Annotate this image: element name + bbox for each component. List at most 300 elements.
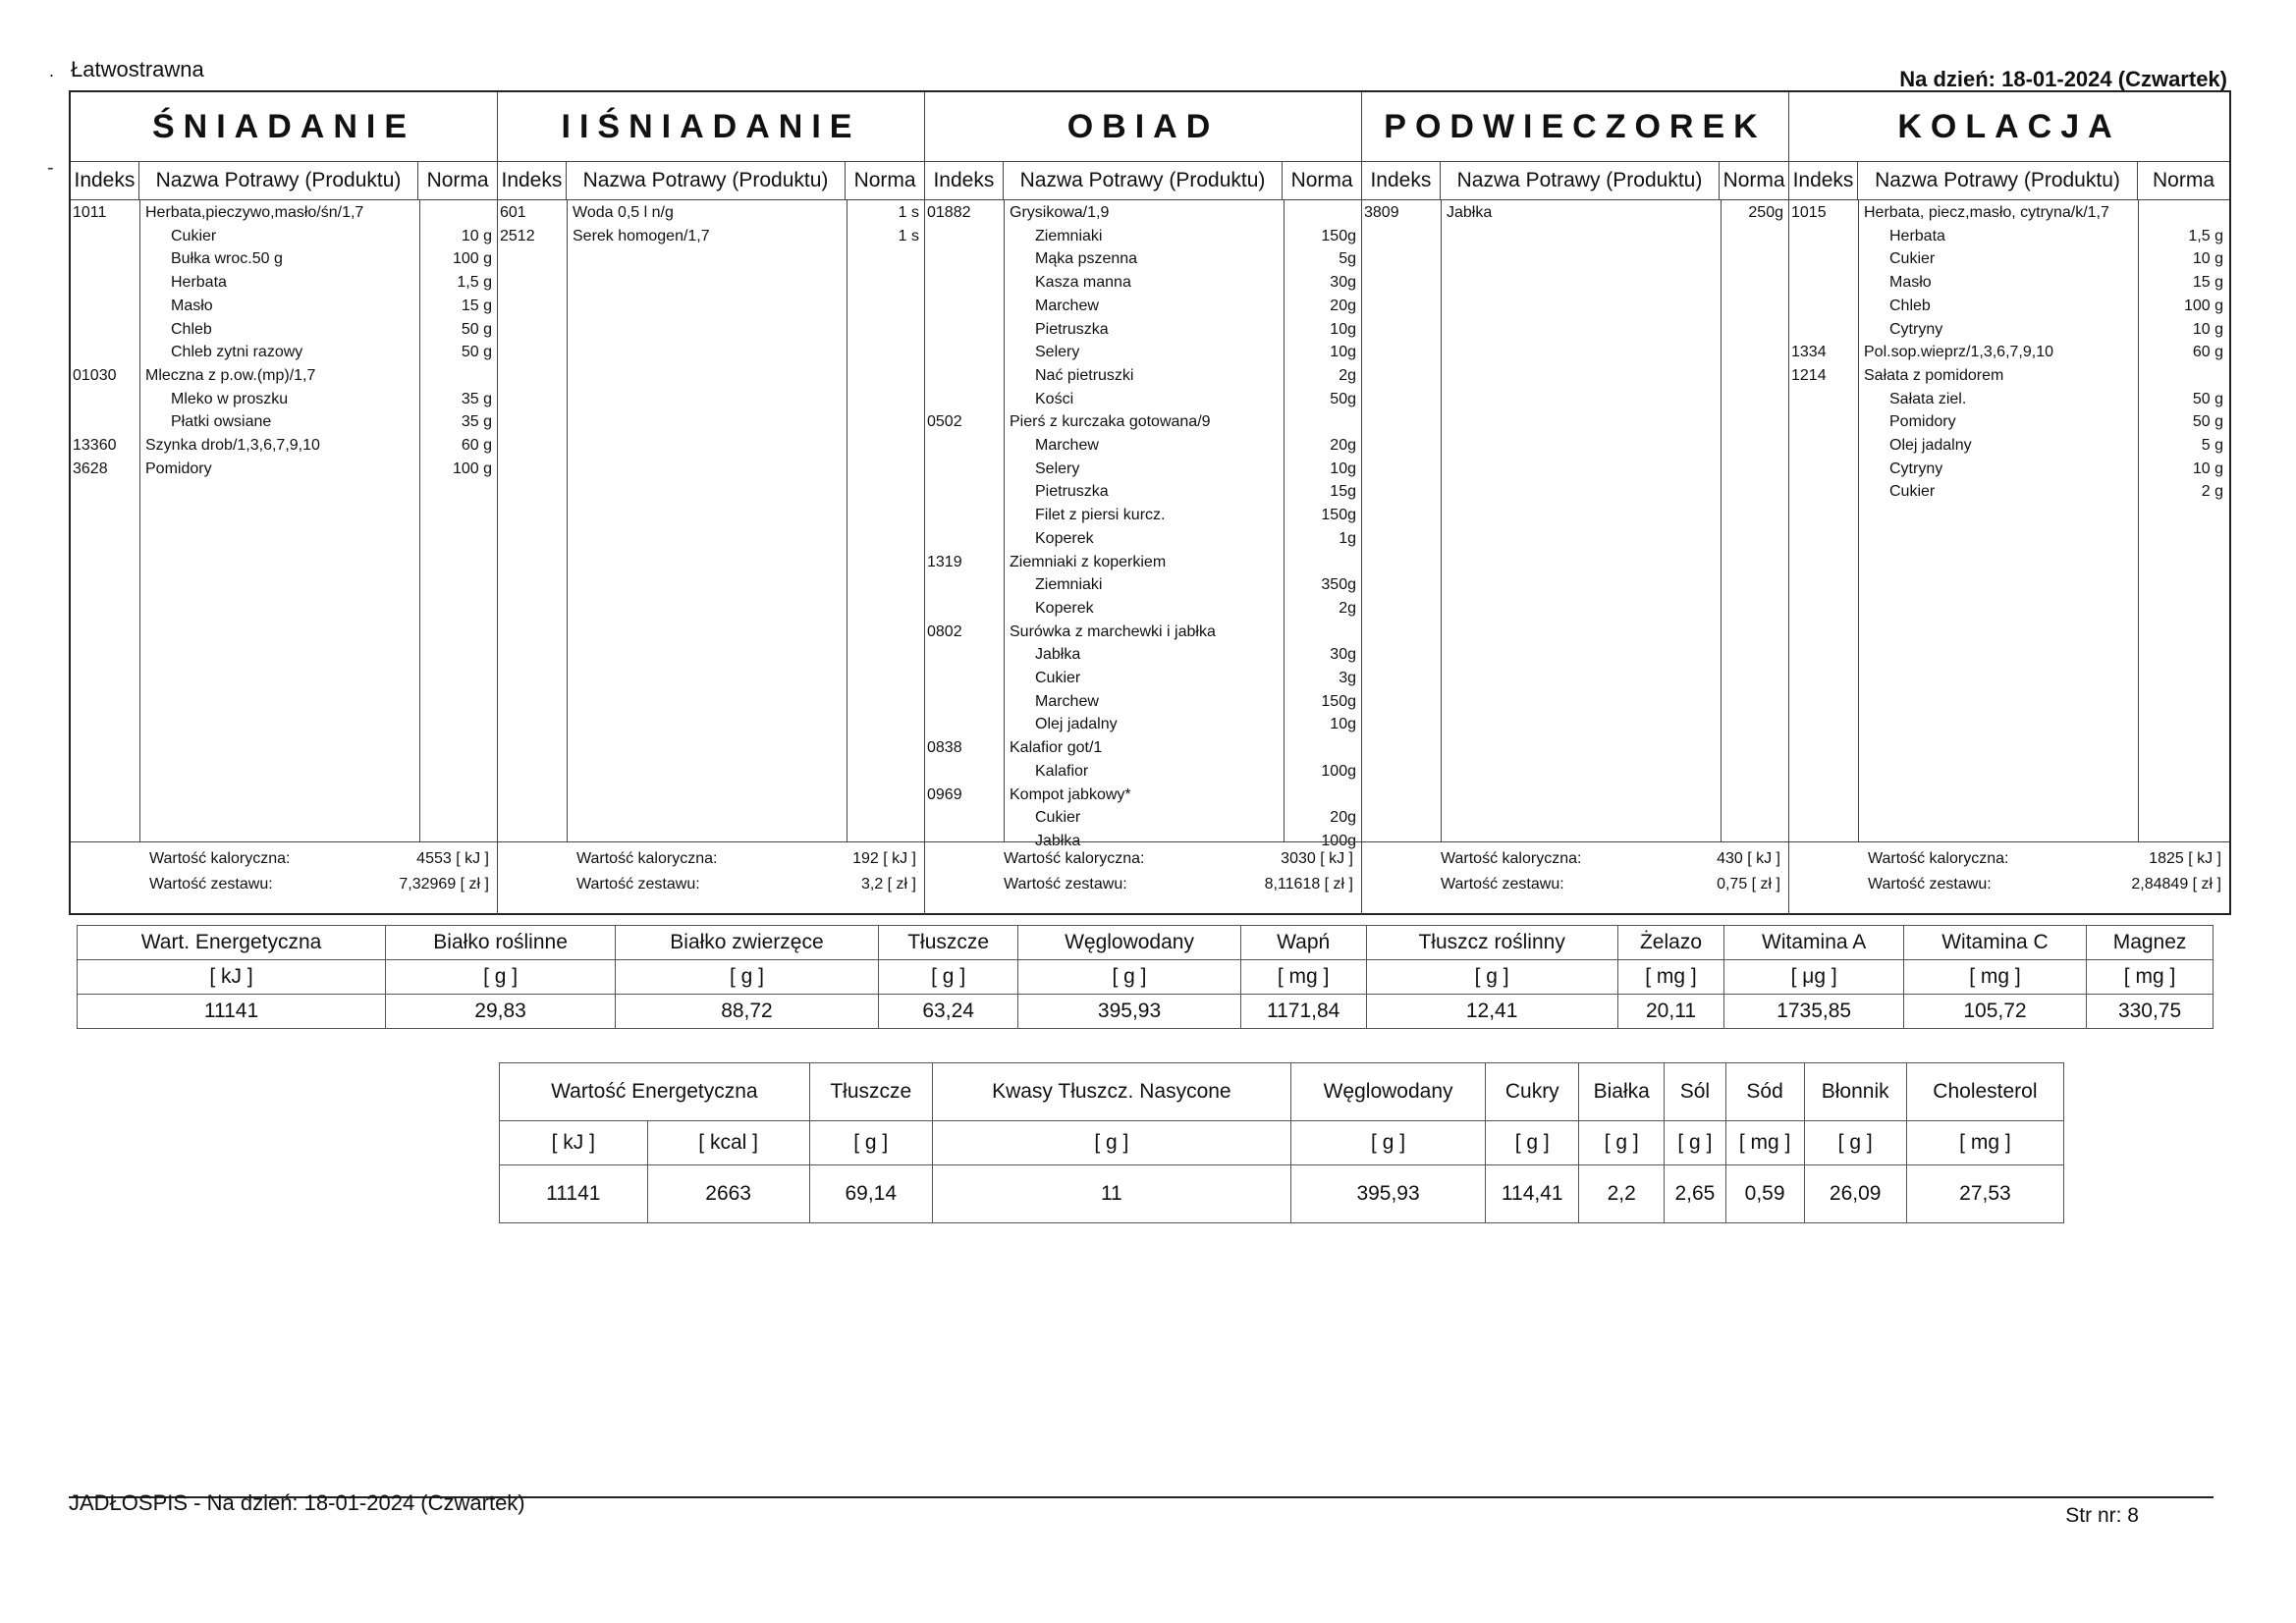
item-name: Nać pietruszki xyxy=(1035,366,1134,384)
meal-items xyxy=(1789,200,2229,842)
nutrient-unit: [ mg ] xyxy=(1617,960,1724,995)
item-index: 01882 xyxy=(927,204,971,221)
ingredient-row xyxy=(925,507,1361,530)
ingredient-row xyxy=(71,344,497,367)
ingredient-row xyxy=(1789,250,2229,274)
item-norm: 2g xyxy=(1339,599,1356,617)
item-name: Selery xyxy=(1035,344,1080,361)
nutrient-value: 1171,84 xyxy=(1240,995,1366,1029)
dish-row xyxy=(1789,204,2229,228)
calorific-value: 3030 [ kJ ] xyxy=(1281,850,1353,867)
ingredient-row xyxy=(1789,228,2229,251)
meal-column-3 xyxy=(1362,92,1789,915)
item-name: Chleb zytni razowy xyxy=(171,344,303,361)
item-name: Chleb xyxy=(1889,297,1931,314)
nutrient-value-row xyxy=(78,995,2214,1029)
ingredient-row xyxy=(925,576,1361,600)
item-name: Chleb xyxy=(171,320,212,338)
item-name: Bułka wroc.50 g xyxy=(171,250,283,268)
item-name: Cukier xyxy=(1889,250,1936,268)
ingredient-row xyxy=(925,391,1361,414)
nutrient-header: Węglowodany xyxy=(1018,926,1240,960)
cost-value: 8,11618 [ zł ] xyxy=(1264,876,1353,893)
dish-row xyxy=(71,204,497,228)
nutrient-value: 29,83 xyxy=(386,995,616,1029)
item-name: Koperek xyxy=(1035,599,1094,617)
meal-items xyxy=(1362,200,1788,842)
nutrient-header-row xyxy=(500,1063,2064,1121)
item-norm: 100g xyxy=(1321,832,1356,849)
ingredient-row xyxy=(71,298,497,321)
item-norm: 100g xyxy=(1321,762,1356,780)
nutrition-label-table xyxy=(499,1062,2064,1223)
meal-title: PODWIECZOREK xyxy=(1362,92,1788,162)
ingredient-row xyxy=(1789,274,2229,298)
nutrient-header: Tłuszcze xyxy=(809,1063,932,1121)
calorific-value: 430 [ kJ ] xyxy=(1717,850,1780,867)
item-name: Marchew xyxy=(1035,297,1099,314)
nutrient-unit-row xyxy=(500,1121,2064,1165)
ingredient-row xyxy=(925,646,1361,670)
item-name: Ziemniaki xyxy=(1035,227,1103,244)
meal-summary xyxy=(1362,841,1788,915)
item-norm: 2 g xyxy=(2201,483,2223,501)
item-norm: 150g xyxy=(1321,227,1356,244)
meal-title: OBIAD xyxy=(925,92,1361,162)
item-name: Cukier xyxy=(1035,809,1081,827)
ingredient-row xyxy=(71,250,497,274)
nutrient-header: Witamina A xyxy=(1724,926,1903,960)
column-header-idx: Indeks xyxy=(1789,162,1858,199)
nutrient-unit: [ g ] xyxy=(616,960,879,995)
ingredient-row xyxy=(71,274,497,298)
item-name: Herbata xyxy=(171,274,227,292)
meal-summary xyxy=(1789,841,2229,915)
nutrient-header: Sól xyxy=(1665,1063,1726,1121)
item-index: 0838 xyxy=(927,739,962,757)
footer-title: JADŁOSPIS - Na dzień: 18-01-2024 (Czwartek) xyxy=(69,1490,525,1515)
nutrient-value: 395,93 xyxy=(1290,1165,1485,1223)
column-header-norm: Norma xyxy=(426,169,489,191)
ingredient-row xyxy=(1789,391,2229,414)
item-name: Marchew xyxy=(1035,692,1099,710)
item-name: Selery xyxy=(1035,460,1080,477)
nutrient-unit-row xyxy=(78,960,2214,995)
dish-row xyxy=(71,460,497,484)
column-divider xyxy=(1721,200,1722,842)
nutrient-unit: [ g ] xyxy=(1486,1121,1579,1165)
item-norm: 100 g xyxy=(2183,297,2223,314)
cost-label: Wartość zestawu: xyxy=(1441,876,1564,893)
column-headers xyxy=(925,162,1361,200)
item-norm: 60 g xyxy=(2192,344,2223,361)
meal-column-0 xyxy=(71,92,498,915)
cost-label: Wartość zestawu: xyxy=(1004,876,1127,893)
item-norm: 100 g xyxy=(452,460,492,477)
item-norm: 50 g xyxy=(2192,413,2223,431)
item-name: Pol.sop.wieprz/1,3,6,7,9,10 xyxy=(1864,344,2054,361)
nutrient-header: Białko zwierzęce xyxy=(616,926,879,960)
nutrient-unit: [ g ] xyxy=(1665,1121,1726,1165)
nutrient-value: 12,41 xyxy=(1366,995,1617,1029)
ingredient-row xyxy=(71,413,497,437)
item-norm: 1g xyxy=(1339,529,1356,547)
nutrient-unit: [ g ] xyxy=(1366,960,1617,995)
nutrient-header: Cukry xyxy=(1486,1063,1579,1121)
ingredient-row xyxy=(925,530,1361,554)
page-number: Str nr: 8 xyxy=(2065,1504,2139,1527)
item-name: Jabłka xyxy=(1447,204,1493,221)
ingredient-row xyxy=(925,298,1361,321)
nutrient-value: 11141 xyxy=(500,1165,648,1223)
cost-label: Wartość zestawu: xyxy=(1868,876,1992,893)
nutrient-header: Żelazo xyxy=(1617,926,1724,960)
item-index: 1319 xyxy=(927,553,962,570)
ingredient-row xyxy=(925,716,1361,739)
item-norm: 100 g xyxy=(452,250,492,268)
nutrient-unit: [ g ] xyxy=(1804,1121,1906,1165)
item-name: Filet z piersi kurcz. xyxy=(1035,507,1166,524)
dish-row xyxy=(71,437,497,460)
cost-label: Wartość zestawu: xyxy=(149,876,273,893)
nutrient-header: Kwasy Tłuszcz. Nasycone xyxy=(932,1063,1290,1121)
nutrient-value: 105,72 xyxy=(1903,995,2086,1029)
column-header-idx: Indeks xyxy=(925,162,1004,199)
item-index: 0969 xyxy=(927,785,962,803)
ingredient-row xyxy=(1789,298,2229,321)
item-norm: 10g xyxy=(1330,716,1356,733)
nutrient-header: Błonnik xyxy=(1804,1063,1906,1121)
ingredient-row xyxy=(925,670,1361,693)
ingredient-row xyxy=(925,809,1361,833)
nutrient-header: Cholesterol xyxy=(1906,1063,2063,1121)
ingredient-row xyxy=(925,437,1361,460)
nutrient-unit: [ μg ] xyxy=(1724,960,1903,995)
item-norm: 2g xyxy=(1339,366,1356,384)
cost-label: Wartość zestawu: xyxy=(576,876,700,893)
column-headers xyxy=(498,162,924,200)
ingredient-row xyxy=(1789,437,2229,460)
dish-row xyxy=(925,786,1361,810)
nutrient-header: Tłuszcze xyxy=(878,926,1018,960)
date-header: Na dzień: 18-01-2024 (Czwartek) xyxy=(1899,67,2227,91)
meal-title: IIŚNIADANIE xyxy=(498,92,924,162)
meal-plan-table xyxy=(69,90,2231,915)
item-name: Kalafior got/1 xyxy=(1010,739,1103,757)
calorific-value: 192 [ kJ ] xyxy=(852,850,916,867)
dish-row xyxy=(498,204,924,228)
ingredient-row xyxy=(1789,321,2229,345)
column-header-name: Nazwa Potrawy (Produktu) xyxy=(1858,162,2138,199)
dish-row xyxy=(925,554,1361,577)
item-norm: 150g xyxy=(1321,507,1356,524)
nutrient-value: 11 xyxy=(932,1165,1290,1223)
item-name: Płatki owsiane xyxy=(171,413,272,431)
item-norm: 50 g xyxy=(2192,390,2223,407)
item-norm: 10 g xyxy=(2192,250,2223,268)
meal-column-1 xyxy=(498,92,925,915)
nutrient-header: Wartość Energetyczna xyxy=(500,1063,810,1121)
diet-name-text: Łatwostrawna xyxy=(71,57,204,81)
item-norm: 20g xyxy=(1330,297,1356,314)
item-norm: 1 s xyxy=(898,227,919,244)
nutrition-summary-table xyxy=(77,925,2214,1029)
item-index: 601 xyxy=(500,204,526,221)
item-name: Herbata, piecz,masło, cytryna/k/1,7 xyxy=(1864,204,2109,221)
item-name: Herbata,pieczywo,masło/śn/1,7 xyxy=(145,204,364,221)
item-name: Olej jadalny xyxy=(1889,437,1972,454)
item-index: 1334 xyxy=(1791,344,1827,361)
item-name: Cytryny xyxy=(1889,460,1943,477)
cost-value: 0,75 [ zł ] xyxy=(1717,876,1780,893)
column-header-norm: Norma xyxy=(2152,169,2214,191)
meal-summary xyxy=(498,841,924,915)
item-index: 1015 xyxy=(1791,204,1827,221)
ingredient-row xyxy=(1789,460,2229,484)
item-name: Olej jadalny xyxy=(1035,716,1118,733)
column-header-name: Nazwa Potrawy (Produktu) xyxy=(567,162,846,199)
column-headers xyxy=(1362,162,1788,200)
nutrient-unit: [ g ] xyxy=(932,1121,1290,1165)
item-name: Mąka pszenna xyxy=(1035,250,1138,268)
nutrient-unit: [ mg ] xyxy=(1240,960,1366,995)
item-name: Kompot jabkowy* xyxy=(1010,785,1131,803)
item-index: 1214 xyxy=(1791,366,1827,384)
nutrient-value: 2,65 xyxy=(1665,1165,1726,1223)
ingredient-row xyxy=(925,693,1361,717)
item-norm: 10 g xyxy=(2192,320,2223,338)
dish-row xyxy=(1362,204,1788,228)
margin-mark: - xyxy=(47,157,54,179)
dish-row xyxy=(1789,367,2229,391)
column-headers xyxy=(1789,162,2229,200)
item-name: Koperek xyxy=(1035,529,1094,547)
nutrient-value: 63,24 xyxy=(878,995,1018,1029)
item-index: 0502 xyxy=(927,413,962,431)
item-index: 3628 xyxy=(73,460,108,477)
calorific-label: Wartość kaloryczna: xyxy=(149,850,291,867)
meal-column-4 xyxy=(1789,92,2229,915)
item-index: 1011 xyxy=(73,204,107,221)
item-name: Ziemniaki xyxy=(1035,576,1103,594)
column-headers xyxy=(71,162,497,200)
meal-items xyxy=(498,200,924,842)
item-name: Masło xyxy=(1889,274,1932,292)
item-norm: 20g xyxy=(1330,437,1356,454)
item-norm: 50g xyxy=(1330,390,1356,407)
dish-row xyxy=(71,367,497,391)
nutrient-header: Białka xyxy=(1579,1063,1665,1121)
item-norm: 1,5 g xyxy=(2188,227,2223,244)
column-header-name: Nazwa Potrawy (Produktu) xyxy=(139,162,418,199)
nutrient-header: Wapń xyxy=(1240,926,1366,960)
column-header-idx: Indeks xyxy=(71,162,139,199)
calorific-label: Wartość kaloryczna: xyxy=(1441,850,1582,867)
item-norm: 350g xyxy=(1321,576,1356,594)
item-norm: 150g xyxy=(1321,692,1356,710)
ingredient-row xyxy=(71,321,497,345)
diet-name xyxy=(49,57,204,82)
nutrient-unit: [ g ] xyxy=(1018,960,1240,995)
item-name: Cukier xyxy=(1035,670,1081,686)
item-name: Surówka z marchewki i jabłka xyxy=(1010,622,1216,640)
item-name: Cukier xyxy=(1889,483,1936,501)
column-header-norm: Norma xyxy=(853,169,916,191)
meal-column-2 xyxy=(925,92,1362,915)
item-norm: 10g xyxy=(1330,344,1356,361)
ingredient-row xyxy=(925,483,1361,507)
cost-value: 7,32969 [ zł ] xyxy=(399,876,489,893)
nutrient-value: 395,93 xyxy=(1018,995,1240,1029)
nutrient-unit: [ g ] xyxy=(1290,1121,1485,1165)
column-header-idx: Indeks xyxy=(498,162,567,199)
nutrient-unit: [ kJ ] xyxy=(78,960,386,995)
nutrient-value: 11141 xyxy=(78,995,386,1029)
item-name: Mleko w proszku xyxy=(171,390,289,407)
ingredient-row xyxy=(925,228,1361,251)
item-norm: 3g xyxy=(1339,670,1356,686)
dish-row xyxy=(498,228,924,251)
item-name: Marchew xyxy=(1035,437,1099,454)
item-name: Pomidory xyxy=(145,460,212,477)
nutrient-header: Wart. Energetyczna xyxy=(78,926,386,960)
item-name: Pierś z kurczaka gotowana/9 xyxy=(1010,413,1211,431)
ingredient-row xyxy=(1789,413,2229,437)
nutrient-unit: [ g ] xyxy=(878,960,1018,995)
ingredient-row xyxy=(925,344,1361,367)
nutrient-value: 2663 xyxy=(647,1165,809,1223)
nutrient-header: Witamina C xyxy=(1903,926,2086,960)
nutrient-unit: [ g ] xyxy=(809,1121,932,1165)
item-name: Mleczna z p.ow.(mp)/1,7 xyxy=(145,366,316,384)
item-norm: 250g xyxy=(1748,204,1783,221)
item-norm: 50 g xyxy=(461,344,492,361)
ingredient-row xyxy=(925,460,1361,484)
calorific-value: 4553 [ kJ ] xyxy=(416,850,489,867)
item-name: Masło xyxy=(171,297,213,314)
ingredient-row xyxy=(71,391,497,414)
nutrient-value: 0,59 xyxy=(1725,1165,1804,1223)
column-header-name: Nazwa Potrawy (Produktu) xyxy=(1004,162,1283,199)
nutrient-unit: [ mg ] xyxy=(1725,1121,1804,1165)
cost-value: 2,84849 [ zł ] xyxy=(2131,876,2221,893)
item-name: Cytryny xyxy=(1889,320,1943,338)
item-name: Pomidory xyxy=(1889,413,1956,431)
dish-row xyxy=(925,204,1361,228)
column-header-norm: Norma xyxy=(1290,169,1353,191)
item-name: Cukier xyxy=(171,227,217,244)
item-norm: 60 g xyxy=(461,437,492,454)
item-name: Grysikowa/1,9 xyxy=(1010,204,1110,221)
calorific-label: Wartość kaloryczna: xyxy=(1868,850,2009,867)
nutrient-unit: [ g ] xyxy=(1579,1121,1665,1165)
dish-row xyxy=(1789,344,2229,367)
ingredient-row xyxy=(925,274,1361,298)
item-norm: 15 g xyxy=(461,297,492,314)
column-header-idx: Indeks xyxy=(1362,162,1441,199)
item-index: 2512 xyxy=(500,227,535,244)
nutrient-header: Magnez xyxy=(2087,926,2214,960)
bullet-mark: . xyxy=(49,61,55,81)
item-norm: 10g xyxy=(1330,320,1356,338)
column-header-name: Nazwa Potrawy (Produktu) xyxy=(1441,162,1720,199)
item-norm: 10 g xyxy=(461,227,492,244)
dish-row xyxy=(925,413,1361,437)
ingredient-row xyxy=(925,321,1361,345)
item-norm: 35 g xyxy=(461,390,492,407)
item-name: Szynka drob/1,3,6,7,9,10 xyxy=(145,437,320,454)
column-header-norm: Norma xyxy=(1722,169,1785,191)
item-index: 13360 xyxy=(73,437,117,454)
nutrient-header: Sód xyxy=(1725,1063,1804,1121)
cost-value: 3,2 [ zł ] xyxy=(860,876,916,893)
nutrient-unit: [ kcal ] xyxy=(647,1121,809,1165)
item-index: 01030 xyxy=(73,366,117,384)
ingredient-row xyxy=(71,228,497,251)
item-index: 3809 xyxy=(1364,204,1399,221)
nutrient-value: 20,11 xyxy=(1617,995,1724,1029)
column-divider xyxy=(567,200,568,842)
nutrient-unit: [ mg ] xyxy=(2087,960,2214,995)
nutrient-value: 27,53 xyxy=(1906,1165,2063,1223)
dish-row xyxy=(925,623,1361,647)
nutrient-unit: [ mg ] xyxy=(1903,960,2086,995)
item-name: Herbata xyxy=(1889,227,1945,244)
nutrient-value: 26,09 xyxy=(1804,1165,1906,1223)
nutrient-value: 330,75 xyxy=(2087,995,2214,1029)
calorific-label: Wartość kaloryczna: xyxy=(576,850,718,867)
item-norm: 50 g xyxy=(461,320,492,338)
nutrient-header-row xyxy=(78,926,2214,960)
nutrient-value: 1735,85 xyxy=(1724,995,1903,1029)
nutrient-value: 2,2 xyxy=(1579,1165,1665,1223)
ingredient-row xyxy=(925,600,1361,623)
item-name: Kasza manna xyxy=(1035,274,1131,292)
nutrient-unit: [ kJ ] xyxy=(500,1121,648,1165)
item-index: 0802 xyxy=(927,622,962,640)
item-name: Jabłka xyxy=(1035,832,1081,849)
item-name: Sałata z pomidorem xyxy=(1864,366,2004,384)
nutrient-header: Tłuszcz roślinny xyxy=(1366,926,1617,960)
item-norm: 15 g xyxy=(2192,274,2223,292)
nutrient-value: 114,41 xyxy=(1486,1165,1579,1223)
item-norm: 20g xyxy=(1330,809,1356,827)
ingredient-row xyxy=(925,250,1361,274)
nutrient-header: Białko roślinne xyxy=(386,926,616,960)
ingredient-row xyxy=(925,763,1361,786)
item-name: Pietruszka xyxy=(1035,483,1109,501)
meal-items xyxy=(71,200,497,842)
item-name: Kalafior xyxy=(1035,762,1089,780)
meal-summary xyxy=(925,841,1361,915)
item-name: Sałata ziel. xyxy=(1889,390,1967,407)
item-name: Ziemniaki z koperkiem xyxy=(1010,553,1167,570)
item-name: Serek homogen/1,7 xyxy=(573,227,710,244)
calorific-label: Wartość kaloryczna: xyxy=(1004,850,1145,867)
meal-summary xyxy=(71,841,497,915)
item-norm: 1 s xyxy=(898,204,919,221)
item-name: Jabłka xyxy=(1035,646,1081,664)
nutrient-unit: [ g ] xyxy=(386,960,616,995)
meal-items xyxy=(925,200,1361,849)
item-name: Woda 0,5 l n/g xyxy=(573,204,674,221)
item-norm: 35 g xyxy=(461,413,492,431)
item-norm: 5 g xyxy=(2201,437,2223,454)
ingredient-row xyxy=(1789,483,2229,507)
nutrient-unit: [ mg ] xyxy=(1906,1121,2063,1165)
nutrient-value: 88,72 xyxy=(616,995,879,1029)
item-norm: 30g xyxy=(1330,274,1356,292)
